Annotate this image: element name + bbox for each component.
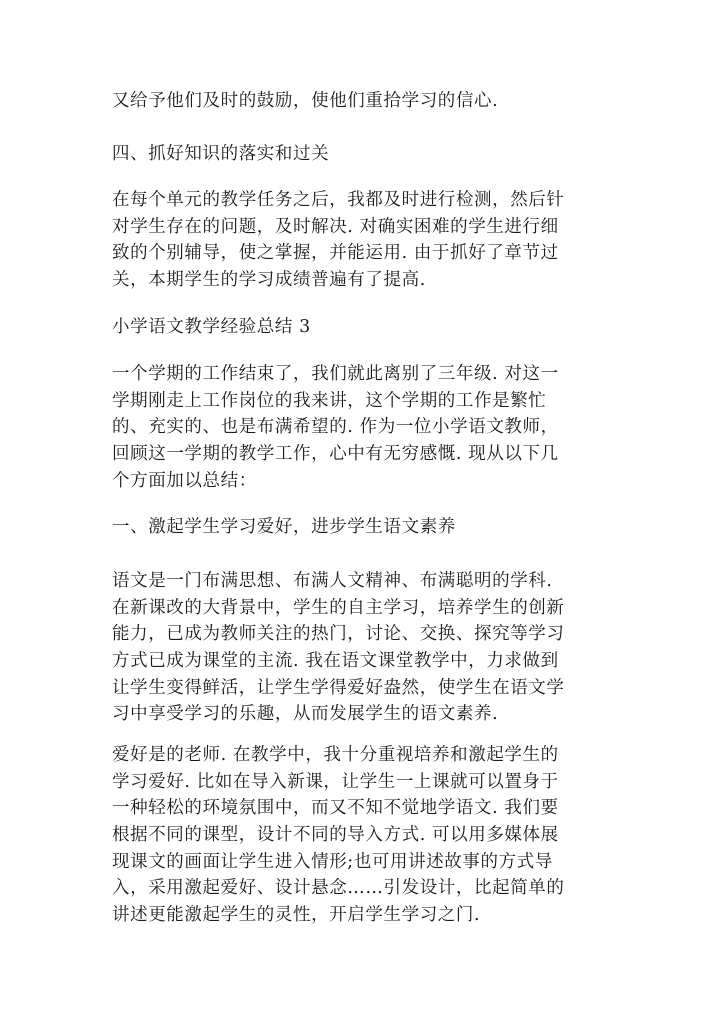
paragraph-chinese-subject xyxy=(112,568,612,728)
text-line: 入，采用激起爱好、设计悬念……引发设计，比起简单的 xyxy=(112,878,565,899)
text-line: 小学语文教学经验总结 3 xyxy=(112,317,311,337)
text-line: 讲述更能激起学生的灵性，开启学生学习之门. xyxy=(112,905,481,926)
text-line: 回顾这一学期的教学工作，心中有无穷感慨. 现从以下几 xyxy=(112,444,559,465)
text-line: 关，本期学生的学习成绩普遍有了提高. xyxy=(112,270,426,291)
text-line: 的、充实的、也是布满希望的. 作为一位小学语文教师， xyxy=(112,417,559,438)
text-line: 根据不同的课型，设计不同的导入方式. 可以用多媒体展 xyxy=(112,825,559,846)
paragraph-interest-teacher xyxy=(112,742,612,929)
text-line: 爱好是的老师. 在教学中，我十分重视培养和激起学生的 xyxy=(112,745,559,765)
paragraph-encouragement xyxy=(112,88,612,115)
heading-knowledge-check xyxy=(112,141,612,168)
text-line: 学习爱好. 比如在导入新课，让学生一上课就可以置身于 xyxy=(112,771,559,792)
text-line: 四、抓好知识的落实和过关 xyxy=(112,144,330,164)
text-line: 语文是一门布满思想、布满人文精神、布满聪明的学科. xyxy=(112,571,553,591)
paragraph-unit-testing xyxy=(112,187,612,294)
heading-summary-3 xyxy=(112,314,612,341)
heading-stimulate-interest xyxy=(112,514,612,541)
text-line: 习中享受学习的乐趣，从而发展学生的语文素养. xyxy=(112,704,499,725)
text-line: 学期刚走上工作岗位的我来讲，这个学期的工作是繁忙 xyxy=(112,390,547,411)
text-line: 让学生变得鲜活，让学生学得爱好盎然，使学生在语文学 xyxy=(112,677,565,698)
paragraph-semester-review xyxy=(112,361,612,494)
text-line: 在新课改的大背景中，学生的自主学习，培养学生的创新 xyxy=(112,597,565,618)
text-line: 在每个单元的教学任务之后，我都及时进行检测，然后针 xyxy=(112,190,565,210)
text-line: 个方面加以总结： xyxy=(112,470,257,491)
text-line: 方式已成为课堂的主流. 我在语文课堂教学中，力求做到 xyxy=(112,651,559,672)
text-line: 一种轻松的环境氛围中，而又不知不觉地学语文. 我们要 xyxy=(112,798,559,819)
text-line: 现课文的画面让学生进入情形;也可用讲述故事的方式导 xyxy=(112,851,553,872)
text-line: 又给予他们及时的鼓励，使他们重拾学习的信心. xyxy=(112,91,499,111)
text-line: 能力，已成为教师关注的热门，讨论、交换、探究等学习 xyxy=(112,624,565,645)
text-line: 致的个别辅导，使之掌握，并能运用. 由于抓好了章节过 xyxy=(112,243,559,264)
text-line: 一、激起学生学习爱好，进步学生语文素养 xyxy=(112,517,456,537)
text-line: 对学生存在的问题，及时解决. 对确实困难的学生进行细 xyxy=(112,216,559,237)
text-line: 一个学期的工作结束了，我们就此离别了三年级. 对这一 xyxy=(112,364,559,384)
